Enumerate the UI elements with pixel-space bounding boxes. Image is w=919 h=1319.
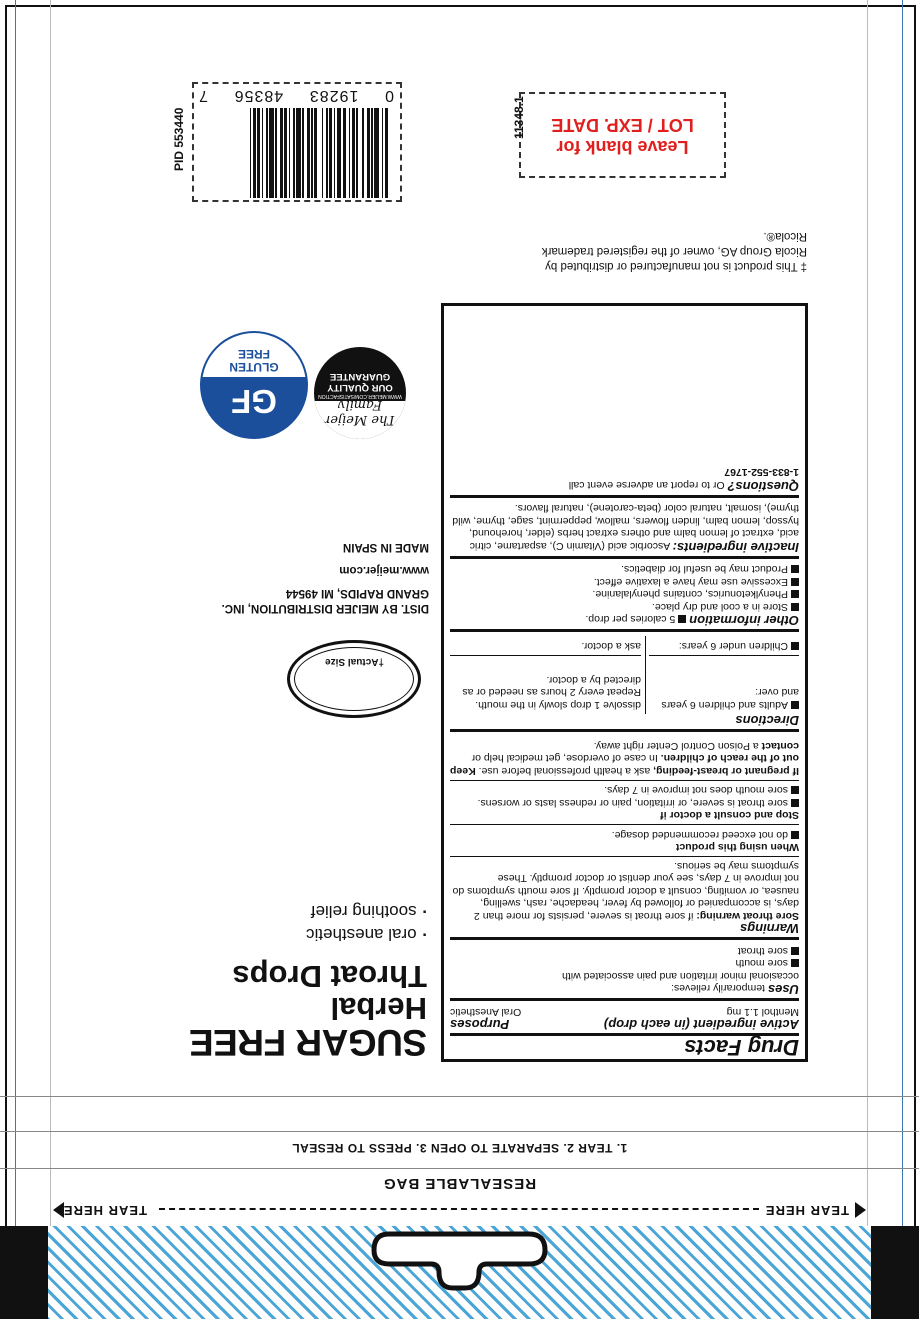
directions-section — [450, 633, 799, 733]
pregnant-label: If pregnant or breast-feeding, — [653, 765, 799, 777]
uses-item: sore throat — [737, 945, 788, 957]
signature-mark: The Meijer Family — [314, 401, 406, 439]
lot-exp-box — [519, 92, 726, 178]
other-information-section — [450, 559, 799, 633]
other-info-item: Product may be useful for diabetics. — [621, 563, 788, 576]
black-corner-left — [871, 1226, 919, 1319]
stop-use-heading: Stop and consult a doctor if — [660, 809, 799, 822]
barcode-digits — [198, 86, 394, 104]
inactive-text: Ascorbic acid (Vitamin C), aspartame, citric acid, extract of lemon balm and others extract herbs (elder, horehound, hyssop, lemon balm, linden flowers, mallow, peppermint, sage, thyme, wild thyme), isomalt, natural color (beta-carotene), natural flavors. — [452, 502, 799, 552]
lot-code: 11348.1 — [512, 96, 526, 139]
quality-line1: OUR QUALITY — [327, 382, 393, 393]
quality-url: WWW.MEIJER.COM/SATISFACTION — [318, 393, 402, 399]
when-using-item: do not exceed recommended dosage. — [611, 829, 788, 841]
drug-facts-panel — [441, 303, 808, 1062]
questions-text: Or to report an adverse event call — [568, 479, 725, 491]
active-line: Menthol 1.1 mg — [726, 1006, 799, 1018]
dosage-instruction: ask a doctor. — [581, 640, 641, 652]
contact-word: contact — [761, 740, 799, 752]
hang-hole-icon[interactable] — [370, 1221, 549, 1294]
reseal-divider — [0, 1168, 919, 1169]
tear-here-right[interactable]: TEAR HERE — [62, 1203, 147, 1218]
warnings-heading: Warnings — [740, 921, 799, 937]
pregnant-text: ask a health professional before use. — [478, 765, 651, 777]
stop-use-item: sore throat is severe, or irritation, pain or redness lasts or worsens. — [477, 797, 788, 809]
barcode-digit-group: 0 — [384, 87, 394, 104]
inactive-ingredients-section — [450, 498, 799, 559]
warnings-section — [450, 733, 799, 941]
quality-guarantee-badge — [314, 347, 406, 439]
quality-line2: GUARANTEE — [329, 371, 391, 382]
other-info-item: Phenylketonurics, contains phenylalanine. — [592, 588, 788, 601]
tear-arrow-right-icon — [53, 1202, 64, 1218]
uses-section — [450, 941, 799, 1002]
lot-instruction: Leave blank for — [556, 137, 689, 157]
sore-throat-warning-text: if sore throat is severe, persists for more than 2 days, is accompanied or followed by fever, headache, rash, swelling, nausea, or vomiting, consult a doctor promptly. If sore mouth symptoms do not improve in 7 days, see your dentist or doctor promptly. These symptoms may be serious. — [452, 860, 799, 922]
uses-intro: temporarily relieves: — [671, 982, 765, 995]
overdose-text-2: a Poison Control Center right away. — [593, 740, 759, 752]
active-heading: Active ingredient (in each drop) — [603, 1017, 799, 1033]
seal-line-left — [867, 0, 868, 1319]
questions-phone[interactable]: 1-833-552-1767 — [724, 466, 799, 479]
stop-use-item: sore mouth does not improve in 7 days. — [604, 784, 788, 797]
trademark-footnote: ‡ This product is not manufactured or distributed by Ricola Group AG, owner of the registered trademark Ricola®. — [541, 230, 807, 272]
product-title-block — [187, 900, 427, 1061]
open-instructions: 1. TEAR 2. SEPARATE TO OPEN 3. PRESS TO RESEAL — [291, 1141, 628, 1155]
product-title-throat-drops: Throat Drops — [232, 959, 427, 994]
uses-heading: Uses — [767, 982, 799, 998]
directions-heading: Directions — [735, 713, 799, 729]
purposes-heading: Purposes — [450, 1017, 510, 1033]
directions-table — [450, 637, 799, 715]
product-title-herbal: Herbal — [330, 991, 427, 1026]
country-of-origin: MADE IN SPAIN — [342, 541, 429, 553]
gluten-word: GLUTEN — [229, 360, 279, 374]
barcode-digit-group: 48356 — [233, 87, 284, 104]
distributor-city: GRAND RAPIDS, MI 49544 — [285, 587, 429, 599]
black-corner-right — [0, 1226, 48, 1319]
benefit-item: · oral anesthetic — [187, 923, 427, 946]
active-purpose: Oral Anesthetic — [450, 1006, 522, 1018]
barcode-digit-group: 19283 — [308, 87, 359, 104]
barcode-digit-group: 7 — [198, 87, 208, 104]
seal-line-right — [50, 0, 51, 1319]
dosage-group: Children under 6 years: — [678, 640, 788, 652]
distributor-block — [222, 539, 429, 615]
gluten-free-badge — [200, 331, 308, 439]
other-info-item: 5 calories per drop. — [585, 613, 676, 626]
other-info-item: Store in a cool and dry place. — [652, 601, 788, 613]
gf-mark: GF — [231, 383, 277, 420]
questions-heading: Questions? — [727, 479, 799, 494]
distributor-name: DIST. BY MEIJER DISTRIBUTION, INC. — [221, 602, 429, 614]
dosage-group: Adults and children 6 years and over: — [661, 686, 799, 711]
barcode-icon — [203, 108, 388, 198]
benefit-item: · soothing relief — [187, 900, 427, 923]
other-info-item: Excessive use may have a laxative effect. — [593, 576, 788, 588]
tear-here-left[interactable]: TEAR HERE — [764, 1203, 849, 1218]
guide-line-left — [902, 0, 903, 1319]
distributor-website[interactable]: www.meijer.com — [339, 564, 429, 576]
guide-line-right — [15, 0, 16, 1319]
active-ingredient-section — [450, 1002, 799, 1037]
gluten-free-label — [202, 333, 306, 377]
product-id: PID 553440 — [172, 107, 186, 171]
questions-section — [450, 462, 799, 498]
uses-item: sore mouth — [735, 957, 788, 970]
barcode-box — [192, 82, 402, 202]
resealable-bag-title: RESEALABLE BAG — [382, 1175, 537, 1192]
when-using-heading: When using this product — [675, 841, 799, 854]
overdose-text: In case of overdose, get medical help or — [471, 752, 658, 765]
dosage-instruction: dissolve 1 drop slowly in the mouth. Repeat every 2 hours as needed or as directed by a doctor. — [450, 655, 641, 714]
actual-size-drop-outline — [287, 640, 421, 718]
inactive-heading: Inactive ingredients: — [672, 540, 799, 555]
product-title-sugar-free: SUGAR FREE — [189, 1022, 427, 1063]
actual-size-label: †Actual Size — [325, 656, 384, 667]
keep-out-label: Keep out of the reach of children. — [450, 752, 799, 777]
lot-exp-label: LOT / EXP. DATE — [551, 115, 694, 135]
uses-line2: occasional minor irritation and pain associated with — [562, 970, 799, 982]
tear-arrow-left-icon — [855, 1202, 866, 1218]
tear-line[interactable] — [159, 1208, 759, 1210]
product-benefits — [187, 900, 427, 946]
sore-throat-warning-label: Sore throat warning: — [696, 910, 799, 922]
other-info-heading: Other information — [689, 613, 799, 629]
panel-top-divider — [0, 1096, 919, 1097]
free-word: FREE — [238, 347, 271, 361]
steps-divider — [0, 1131, 919, 1132]
drug-facts-title: Drug Facts — [684, 1035, 799, 1060]
